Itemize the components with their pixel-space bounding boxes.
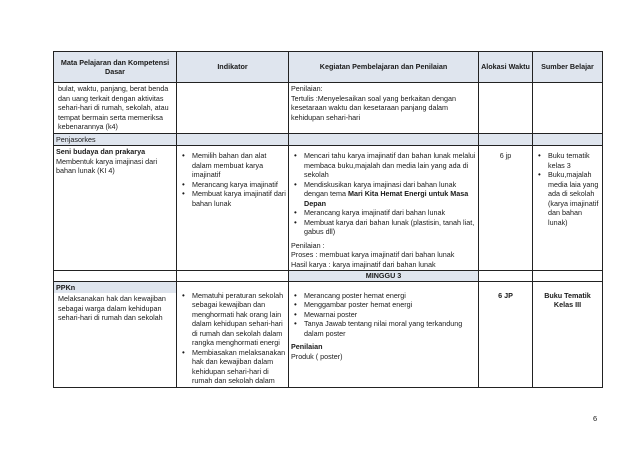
penilaian-text: Tertulis :Menyelesaikan soal yang berkaitan dengan kesetaraan waktu dan kesetaraan panjang dalam kehidupan sehari-hari xyxy=(291,93,457,122)
ppkn-produk: Produk ( poster) xyxy=(291,351,343,361)
sbdp-penilaian-label: Penilaian : xyxy=(291,240,325,250)
sbdp-sumber-cell xyxy=(533,146,603,271)
empty-cell xyxy=(177,271,289,282)
list-item: • Mematuhi peraturan sekolah sebagai kewajiban dan menghormati hak orang lain dalam kehidupan sehari-hari di rumah dan sekolah dalam rangka menghormati energi xyxy=(192,291,286,348)
ppkn-indikator-cell xyxy=(177,281,289,387)
sbdp-alokasi xyxy=(479,146,533,271)
sbdp-indikator-cell xyxy=(177,146,289,271)
list-item: • Membiasakan melaksanakan hak dan kewajiban dalam kehidupan sehari-hari di rumah dan sekolah dalam xyxy=(192,348,286,386)
ppkn-title: PPKn xyxy=(54,282,176,294)
empty-cell xyxy=(177,83,289,134)
continued-kd-text: bulat, waktu, panjang, berat benda dan uang terkait dengan aktivitas sehari-hari di rumah, sekolah, atau tempat bermain serta memeriksa kebenarannya (k4) xyxy=(58,84,169,131)
table-row xyxy=(54,133,603,146)
ppkn-sumber xyxy=(533,281,603,387)
list-item: • Mewarnai poster xyxy=(304,310,476,320)
sumber-text: Buku Tematik Kelas III xyxy=(544,290,591,309)
list-item: • Merancang poster hemat energi xyxy=(304,291,476,301)
ppkn-alokasi xyxy=(479,281,533,387)
subject-sbdp xyxy=(54,146,177,271)
empty-cell xyxy=(289,133,479,146)
sbdp-sumber-list xyxy=(535,151,600,227)
theme-text: Mari Kita Hemat Energi untuk Masa Depan xyxy=(304,189,469,208)
week-row xyxy=(54,271,603,282)
table-row xyxy=(54,83,603,134)
list-item: • Tanya Jawab tentang nilai moral yang terkandung dalam poster xyxy=(304,319,476,338)
list-item: • Merancang karya imajinatif xyxy=(192,180,286,190)
empty-cell xyxy=(533,133,603,146)
list-item: • Mencari tahu karya imajinatif dan bahan lunak melalui membaca buku,majalah dan media lain yang ada di sekolah xyxy=(304,151,476,180)
table-row xyxy=(54,281,603,387)
sbdp-title: Seni budaya dan prakarya xyxy=(56,147,146,156)
empty-cell xyxy=(479,271,533,282)
empty-cell xyxy=(533,83,603,134)
sbdp-indikator-list xyxy=(179,151,286,208)
list-item: • Merancang karya imajinatif dari bahan lunak xyxy=(304,208,476,218)
sbdp-proses: Proses : membuat karya imajinatif dari bahan lunak xyxy=(291,250,455,259)
ppkn-kd: Melaksanakan hak dan kewajiban sebagai warga dalam kehidupan sehari-hari di rumah dan sekolah xyxy=(58,294,166,322)
ppkn-kegiatan-cell xyxy=(289,281,479,387)
empty-cell xyxy=(479,133,533,146)
list-item: • Memilih bahan dan alat dalam membuat karya imajinatif xyxy=(192,151,286,180)
page-number: 6 xyxy=(593,414,598,423)
sbdp-kd: Membentuk karya imajinasi dari bahan lunak (KI 4) xyxy=(56,156,158,175)
ppkn-indikator-list xyxy=(179,291,286,386)
header-indikator: Indikator xyxy=(177,52,289,83)
week-label: MINGGU 3 xyxy=(289,271,479,282)
empty-cell xyxy=(479,83,533,134)
syllabus-table xyxy=(53,51,603,388)
list-item: • Membuat karya dari bahan lunak (plastisin, tanah liat, gabus dll) xyxy=(304,218,476,237)
header-alokasi: Alokasi Waktu xyxy=(479,52,533,83)
ppkn-penilaian-label: Penilaian xyxy=(291,342,323,351)
penilaian-label: Penilaian: xyxy=(291,84,323,93)
header-subject-kd: Mata Pelajaran dan Kompetensi Dasar xyxy=(54,52,177,83)
sbdp-kegiatan-cell xyxy=(289,146,479,271)
list-item: • Buku tematik kelas 3 xyxy=(548,151,600,170)
subject-penjasorkes: Penjasorkes xyxy=(54,133,177,146)
sbdp-hasil: Hasil karya : karya imajinatif dari bahan lunak xyxy=(291,259,436,269)
list-item: • Membuat karya imajinatif dari bahan lunak xyxy=(192,189,286,208)
table-row xyxy=(54,146,603,271)
subject-ppkn xyxy=(54,281,177,387)
list-item: • Buku,majalah media laia yang ada di sekolah (karya imajinatif dan bahan lunak) xyxy=(548,170,600,227)
list-item xyxy=(304,180,476,209)
empty-cell xyxy=(54,271,177,282)
ppkn-kegiatan-list xyxy=(291,291,476,339)
alokasi-text: 6 JP xyxy=(498,290,513,300)
list-item: • Menggambar poster hemat energi xyxy=(304,300,476,310)
alokasi-text: 6 jp xyxy=(499,151,512,160)
kegiatan-text: Mendiskusikan karya imajinasi dari bahan lunak dengan tema xyxy=(304,179,457,198)
continued-kd-cell xyxy=(54,83,177,134)
empty-cell xyxy=(533,271,603,282)
header-sumber: Sumber Belajar xyxy=(533,52,603,83)
header-kegiatan: Kegiatan Pembelajaran dan Penilaian xyxy=(289,52,479,83)
table-header-row xyxy=(54,52,603,83)
sbdp-kegiatan-list xyxy=(291,151,476,237)
continued-penilaian-cell xyxy=(289,83,479,134)
empty-cell xyxy=(177,133,289,146)
